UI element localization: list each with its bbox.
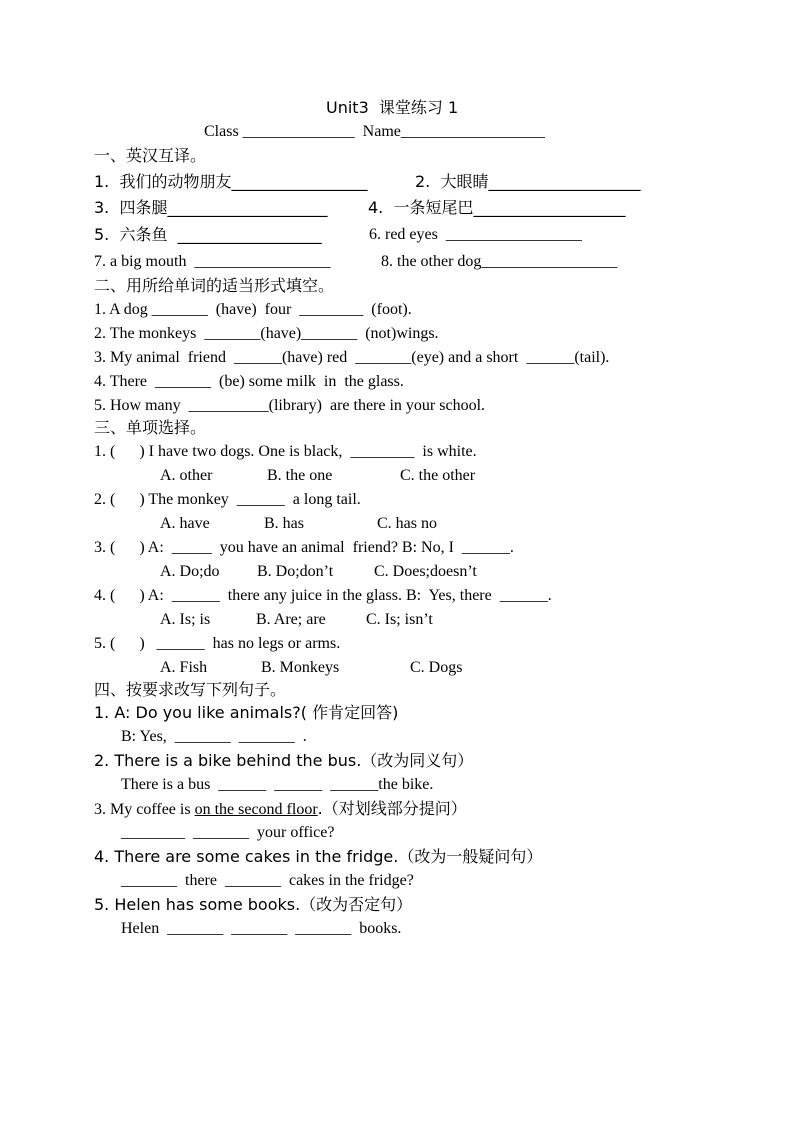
- sec3-q1-option-c: C. the other: [400, 467, 476, 484]
- sec2-item-3: 3. My animal friend ______(have) red _______(eye) and a short ______(tail).: [94, 349, 610, 366]
- sec3-q1-option-a: A. other: [160, 467, 213, 484]
- sec3-q5-option-c: C. Dogs: [410, 659, 463, 676]
- sec1-item-6: 6. red eyes _________________: [369, 226, 582, 243]
- sec1-item-2: 2. 大眼睛___________________: [415, 172, 641, 191]
- sec4-answer-4: _______ there _______ cakes in the fridge?: [121, 872, 414, 889]
- sec1-item-3: 3. 四条腿____________________: [94, 198, 328, 217]
- sec1-item-5: 5. 六条鱼 __________________: [94, 225, 322, 244]
- sec4-q3-prefix: 3. My coffee is: [94, 801, 195, 818]
- sec4-q3-suffix: .（对划线部分提问）: [317, 799, 467, 818]
- sec3-q2-option-a: A. have: [160, 515, 210, 532]
- sec3-q2-option-b: B. has: [264, 515, 304, 532]
- sec4-question-3: [94, 799, 467, 819]
- sec3-q5-option-a: A. Fish: [160, 659, 208, 676]
- sec1-item-4: 4. 一条短尾巴___________________: [368, 198, 626, 217]
- sec4-answer-1: B: Yes, _______ _______ .: [121, 728, 307, 745]
- sec3-q4-option-b: B. Are; are: [256, 611, 326, 628]
- section-1-heading: 一、英汉互译。: [94, 146, 207, 165]
- section-2-heading: 二、用所给单词的适当形式填空。: [94, 276, 335, 295]
- sec4-question-2: 2. There is a bike behind the bus.（改为同义句）: [94, 751, 474, 770]
- worksheet-title: Unit3 课堂练习 1: [326, 98, 459, 117]
- sec3-question-2: 2. ( ) The monkey ______ a long tail.: [94, 491, 361, 508]
- sec3-q4-option-a: A. Is; is: [160, 611, 211, 628]
- sec3-q3-option-a: A. Do;do: [160, 563, 220, 580]
- sec4-answer-3: ________ _______ your office?: [121, 824, 335, 841]
- sec3-q3-option-b: B. Do;don’t: [257, 563, 334, 580]
- sec2-item-1: 1. A dog _______ (have) four ________ (foot).: [94, 301, 412, 318]
- sec3-q1-option-b: B. the one: [267, 467, 333, 484]
- sec4-question-1: 1. A: Do you like animals?( 作肯定回答): [94, 703, 399, 722]
- section-3-heading: 三、单项选择。: [94, 418, 207, 437]
- sec1-item-1: 1. 我们的动物朋友_________________: [94, 172, 368, 191]
- sec3-question-3: 3. ( ) A: _____ you have an animal friend? B: No, I ______.: [94, 539, 514, 556]
- sec3-question-4: 4. ( ) A: ______ there any juice in the glass. B: Yes, there ______.: [94, 587, 552, 604]
- sec4-q3-underlined: on the second floor: [194, 801, 318, 818]
- sec4-question-4: 4. There are some cakes in the fridge.（改为一般疑问句）: [94, 847, 543, 866]
- sec3-question-5: 5. ( ) ______ has no legs or arms.: [94, 635, 341, 652]
- sec4-answer-2: There is a bus ______ ______ ______the bike.: [121, 776, 434, 793]
- sec2-item-5: 5. How many __________(library) are there in your school.: [94, 397, 486, 414]
- sec3-q3-option-c: C. Does;doesn’t: [374, 563, 477, 580]
- sec2-item-4: 4. There _______ (be) some milk in the glass.: [94, 373, 404, 390]
- sec3-q5-option-b: B. Monkeys: [261, 659, 340, 676]
- sec2-item-2: 2. The monkeys _______(have)_______ (not)wings.: [94, 325, 439, 342]
- sec3-q4-option-c: C. Is; isn’t: [366, 611, 433, 628]
- sec4-question-5: 5. Helen has some books.（改为否定句）: [94, 895, 413, 914]
- sec4-answer-5: Helen _______ _______ _______ books.: [121, 920, 402, 937]
- sec3-question-1: 1. ( ) I have two dogs. One is black, ________ is white.: [94, 443, 477, 460]
- sec1-item-7: 7. a big mouth _________________: [94, 253, 331, 270]
- class-name-line: Class ______________ Name__________________: [204, 123, 545, 140]
- sec3-q2-option-c: C. has no: [377, 515, 437, 532]
- sec1-item-8: 8. the other dog_________________: [381, 253, 618, 270]
- section-4-heading: 四、按要求改写下列句子。: [94, 680, 287, 699]
